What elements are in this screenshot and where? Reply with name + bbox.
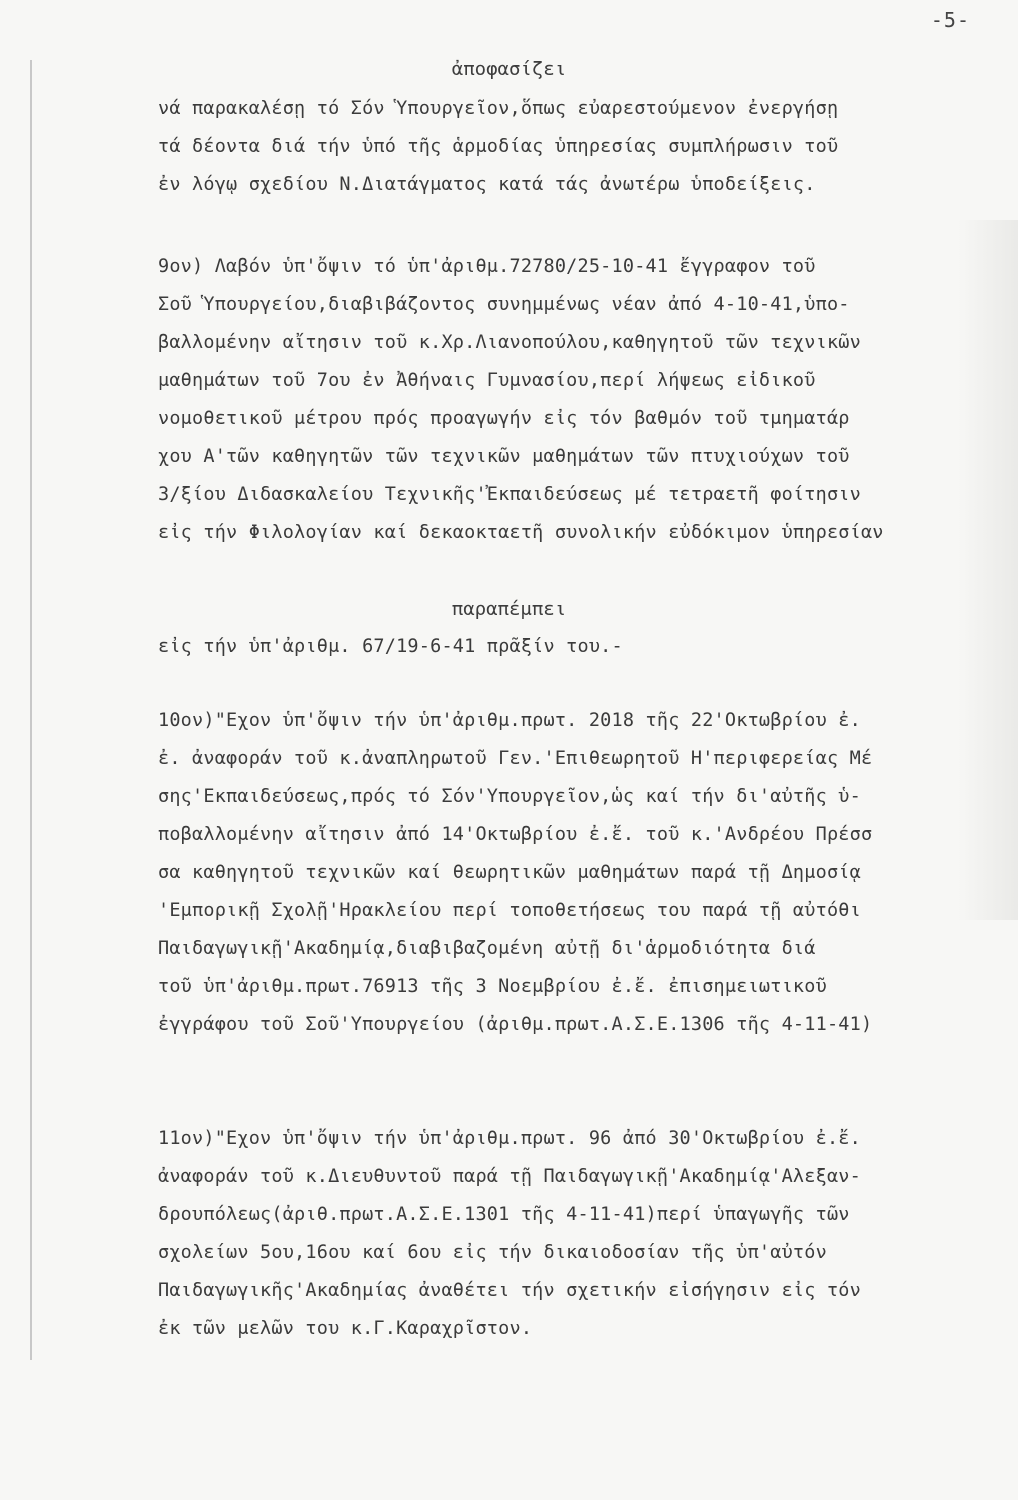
text-line: βαλλομένην αἴτησιν τοῦ κ.Χρ.Λιανοπούλου,καθηγητοῦ τῶν τεχνικῶν bbox=[158, 332, 861, 353]
text-line: ἐγγράφου τοῦ Σοῦ'Υπουργείου (ἀριθμ.πρωτ.Α.Σ.Ε.1306 τῆς 4-11-41) bbox=[158, 1014, 873, 1035]
text-line: σα καθηγητοῦ τεχνικῶν καί θεωρητικῶν μαθημάτων παρά τῇ Δημοσίᾳ bbox=[158, 862, 861, 883]
text-line: δρουπόλεως(ἀριθ.πρωτ.Α.Σ.Ε.1301 τῆς 4-11-41)περί ὑπαγωγῆς τῶν bbox=[158, 1204, 850, 1225]
text-line: 9ον) Λαβόν ὑπ'ὄψιν τό ὑπ'ἀριθμ.72780/25-10-41 ἔγγραφον τοῦ bbox=[158, 256, 816, 277]
text-line: ἐκ τῶν μελῶν του κ.Γ.Καραχρῖστον. bbox=[158, 1318, 533, 1339]
text-line: μαθημάτων τοῦ 7ου ἐν Ἀθήναις Γυμνασίου,περί λήψεως εἰδικοῦ bbox=[158, 370, 816, 391]
text-line: Σοῦ Ὑπουργείου,διαβιβάζοντος συνημμένως νέαν ἀπό 4-10-41,ὑπο- bbox=[158, 294, 850, 315]
text-line: 11ον)"Εχον ὑπ'ὄψιν τήν ὑπ'ἀριθμ.πρωτ. 96 ἀπό 30'Οκτωβρίου ἐ.ἔ. bbox=[158, 1128, 861, 1149]
binding-shadow bbox=[30, 60, 32, 1360]
paragraph-1 bbox=[158, 90, 998, 204]
text-line: τοῦ ὑπ'ἀριθμ.πρωτ.76913 τῆς 3 Νοεμβρίου ἐ.ἔ. ἐπισημειωτικοῦ bbox=[158, 976, 827, 997]
text-line: Παιδαγωγικῇ'Ακαδημίᾳ,διαβιβαζομένη αὐτῇ δι'ἁρμοδιότητα διά bbox=[158, 938, 816, 959]
reverse-side-bleed bbox=[958, 220, 1018, 920]
text-line: εἰς τήν ὑπ'ἀριθμ. 67/19-6-41 πρᾶξίν του.- bbox=[158, 636, 623, 657]
paragraph-9-end bbox=[158, 628, 998, 666]
text-line: σχολείων 5ου,16ου καί 6ου εἰς τήν δικαιοδοσίαν τῆς ὑπ'αὐτόν bbox=[158, 1242, 827, 1263]
paragraph-11 bbox=[158, 1120, 998, 1348]
paragraph-10 bbox=[158, 702, 998, 1044]
text-line: 10ον)"Εχον ὑπ'ὄψιν τήν ὑπ'ἀριθμ.πρωτ. 2018 τῆς 22'Οκτωβρίου ἐ. bbox=[158, 710, 861, 731]
heading-forwards: παραπέμπει bbox=[451, 598, 567, 620]
text-line: χου Α'τῶν καθηγητῶν τῶν τεχνικῶν μαθημάτων τῶν πτυχιούχων τοῦ bbox=[158, 446, 850, 467]
paragraph-9 bbox=[158, 248, 998, 552]
heading-decides: ἀποφασίζει bbox=[451, 58, 567, 80]
text-line: ἀναφοράν τοῦ κ.Διευθυντοῦ παρά τῇ Παιδαγωγικῇ'Ακαδημίᾳ'Αλεξαν- bbox=[158, 1166, 861, 1187]
text-line: ἐ. ἀναφοράν τοῦ κ.ἀναπληρωτοῦ Γεν.'Επιθεωρητοῦ Η'περιφερείας Μέ bbox=[158, 748, 873, 769]
text-line: νομοθετικοῦ μέτρου πρός προαγωγήν εἰς τόν βαθμόν τοῦ τμηματάρ bbox=[158, 408, 850, 429]
text-line: ἐν λόγῳ σχεδίου Ν.Διατάγματος κατά τάς ἀνωτέρω ὑποδείξεις. bbox=[158, 174, 816, 195]
text-line: 3/ξίου Διδασκαλείου Τεχνικῆς'Ἐκπαιδεύσεως μέ τετραετῆ φοίτησιν bbox=[158, 484, 861, 505]
text-line: τά δέοντα διά τήν ὑπό τῆς ἁρμοδίας ὑπηρεσίας συμπλήρωσιν τοῦ bbox=[158, 136, 839, 157]
text-line: Παιδαγωγικῆς'Ακαδημίας ἀναθέτει τήν σχετικήν εἰσήγησιν εἰς τόν bbox=[158, 1280, 861, 1301]
text-line: εἰς τήν Φιλολογίαν καί δεκαοκταετῆ συνολικήν εὐδόκιμον ὑπηρεσίαν bbox=[158, 522, 884, 543]
text-line: 'Εμπορικῇ Σχολῇ'Ηρακλείου περί τοποθετήσεως του παρά τῇ αὐτόθι bbox=[158, 900, 861, 921]
page-number: -5- bbox=[930, 8, 970, 32]
text-line: σης'Εκπαιδεύσεως,πρός τό Σόν'Υπουργεῖον,ὡς καί τήν δι'αὐτῆς ὑ- bbox=[158, 786, 861, 807]
text-line: ποβαλλομένην αἴτησιν ἀπό 14'Οκτωβρίου ἐ.ἔ. τοῦ κ.'Ανδρέου Πρέσσ bbox=[158, 824, 873, 845]
text-line: νά παρακαλέσῃ τό Σόν Ὑπουργεῖον,ὅπως εὐαρεστούμενον ἐνεργήσῃ bbox=[158, 98, 839, 119]
